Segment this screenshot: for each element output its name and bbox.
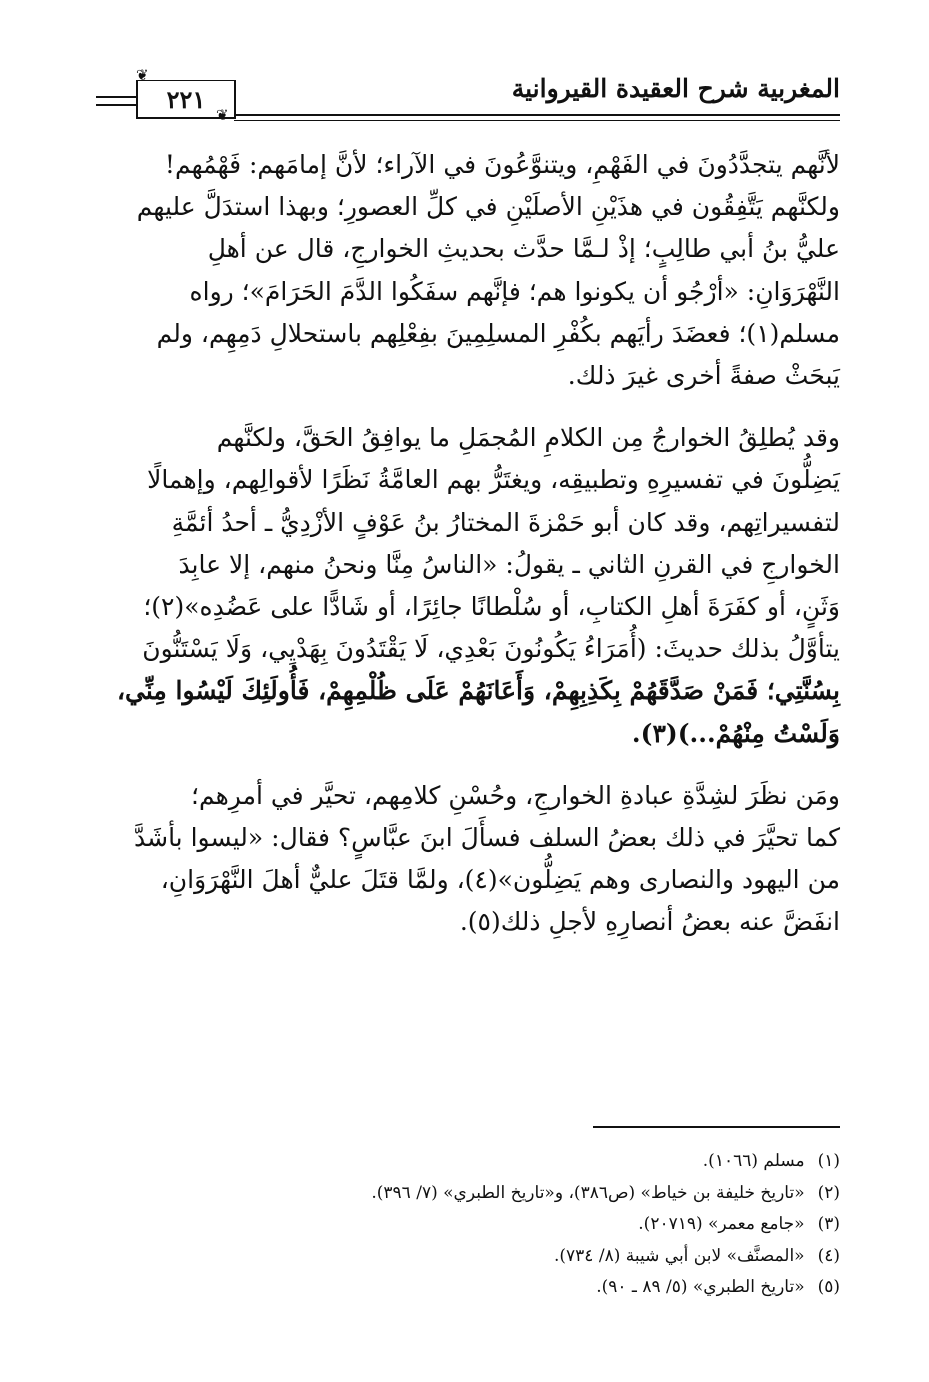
footnote xyxy=(96,1209,840,1241)
text-line: يتأوَّلُ بذلك حديثَ: (أُمَرَاءُ يَكُونُونَ بَعْدِي، لَا يَقْتَدُونَ بِهَدْيِي، وَلَا يَسْتَنُّونَ xyxy=(142,634,840,664)
ornament-icon: ❦ xyxy=(216,106,229,124)
hadith-text-line: وَلَسْتُ مِنْهُمْ...)(٣). xyxy=(631,718,840,748)
footnote-separator xyxy=(593,1126,840,1128)
footnote-text: مسلم (١٠٦٦). xyxy=(702,1151,805,1171)
text-line: وَثَنٍ، أو كفَرَةَ أهلِ الكتابِ، أو سُلْطانًا جائِرًا، أو شَادًّا على عَضُدِه»(٢)؛ xyxy=(143,592,840,622)
footnotes-list xyxy=(96,1146,840,1304)
text-line: ومَن نظَرَ لشِدَّةِ عبادةِ الخوارجِ، وحُسْنِ كلامِهم، تحيَّر في أمرِهم؛ xyxy=(191,780,840,810)
text-line: مسلم(١)؛ فعضَدَ رأيَهم بكُفْرِ المسلِمِينَ بفِعْلِهم باستحلالِ دَمِهِم، ولم xyxy=(156,318,840,348)
footnote xyxy=(96,1241,840,1273)
text-line: عليُّ بنُ أبي طالِبٍ؛ إذْ لـمَّا حدَّث بحديثِ الخوارجِ، قال عن أهلِ xyxy=(207,234,840,264)
page-number: ٢٢١ xyxy=(166,84,206,114)
main-text xyxy=(96,144,840,944)
text-line: الخوارجِ في القرنِ الثاني ـ يقولُ: «الناسُ مِنَّا ونحنُ منهم، إلا عابِدَ xyxy=(178,549,840,579)
header-rule xyxy=(96,96,136,98)
footnote-marker: (٢) xyxy=(817,1182,840,1203)
text-line: كما تحيَّرَ في ذلك بعضُ السلف فسأَلَ ابنَ عبَّاسٍ؟ فقال: «ليسوا بأشَدَّ xyxy=(134,823,840,853)
text-line: لتفسيراتِهم، وقد كان أبو حَمْزةَ المختارُ بنُ عَوْفٍ الأزْدِيُّ ـ أحدُ أئمَّةِ xyxy=(171,507,840,537)
footnote xyxy=(96,1178,840,1210)
footnote-marker: (٤) xyxy=(817,1245,840,1266)
hadith-text-line: بِسُنَّتِي؛ فَمَنْ صَدَّقَهُمْ بِكَذِبِهِمْ، وَأَعَانَهُمْ عَلَى ظُلْمِهِمْ، فَأُولَئِكَ لَيْسُوا مِنِّي، xyxy=(116,676,840,706)
running-header xyxy=(96,66,840,126)
ornament-icon: ❦ xyxy=(136,66,149,84)
paragraph xyxy=(96,144,840,397)
text-line: من اليهود والنصارى وهم يَضِلُّون»(٤)، ولمَّا قتَلَ عليٌّ أهلَ النَّهْرَوَانِ، xyxy=(160,865,840,895)
footnote-text: «تاريخ الطبري» (٥/ ٨٩ ـ ٩٠). xyxy=(596,1277,805,1297)
footnote-text: «المصنَّف» لابن أبي شيبة (٨/ ٧٣٤). xyxy=(553,1245,805,1266)
text-line: لأنَّهم يتجدَّدُونَ في الفَهْمِ، ويتنوَّعُونَ في الآراء؛ لأنَّ إمامَهم: فَهْمُهم! xyxy=(164,150,840,179)
footnote xyxy=(96,1146,840,1178)
text-line: النَّهْرَوَانِ: «أرْجُو أن يكونوا هم؛ فإنَّهم سفَكُوا الدَّمَ الحَرَامَ»؛ رواه xyxy=(189,276,840,306)
footnote-marker: (٥) xyxy=(817,1277,840,1297)
text-line: وقد يُطلِقُ الخوارجُ مِن الكلامِ المُجمَلِ ما يوافِقُ الحَقَّ، ولكنَّهم xyxy=(216,423,840,453)
footnote-marker: (١) xyxy=(817,1151,840,1171)
header-rule xyxy=(96,104,136,106)
book-title: المغربية شرح العقيدة القيروانية xyxy=(511,74,840,103)
text-line: ولكنَّهم يَتَّفِقُون في هذَيْنِ الأصلَيْنِ في كلِّ العصورِ؛ وبهذا استدَلَّ عليهم xyxy=(136,192,840,222)
header-rule xyxy=(234,114,840,116)
text-line: يَضِلُّونَ في تفسيرِهِ وتطبيقِه، ويغتَرُّ بهم العامَّةُ نَظَرًا لأقوالِهم، وإهمالًا xyxy=(147,465,840,495)
header-rule xyxy=(234,120,840,121)
footnote-text: «جامع معمر» (٢٠٧١٩). xyxy=(638,1214,805,1234)
text-line: انفَضَّ عنه بعضُ أنصارِهِ لأجلِ ذلك(٥). xyxy=(459,907,840,937)
footnote-marker: (٣) xyxy=(817,1214,840,1234)
footnote-text: «تاريخ خليفة بن خياط» (ص٣٨٦)، و«تاريخ الطبري» (٧/ ٣٩٦). xyxy=(371,1182,805,1203)
paragraph xyxy=(96,417,840,755)
text-line: يَبحَثْ صفةً أخرى غيرَ ذلك. xyxy=(567,361,840,391)
footnote xyxy=(96,1272,840,1304)
paragraph xyxy=(96,775,840,944)
